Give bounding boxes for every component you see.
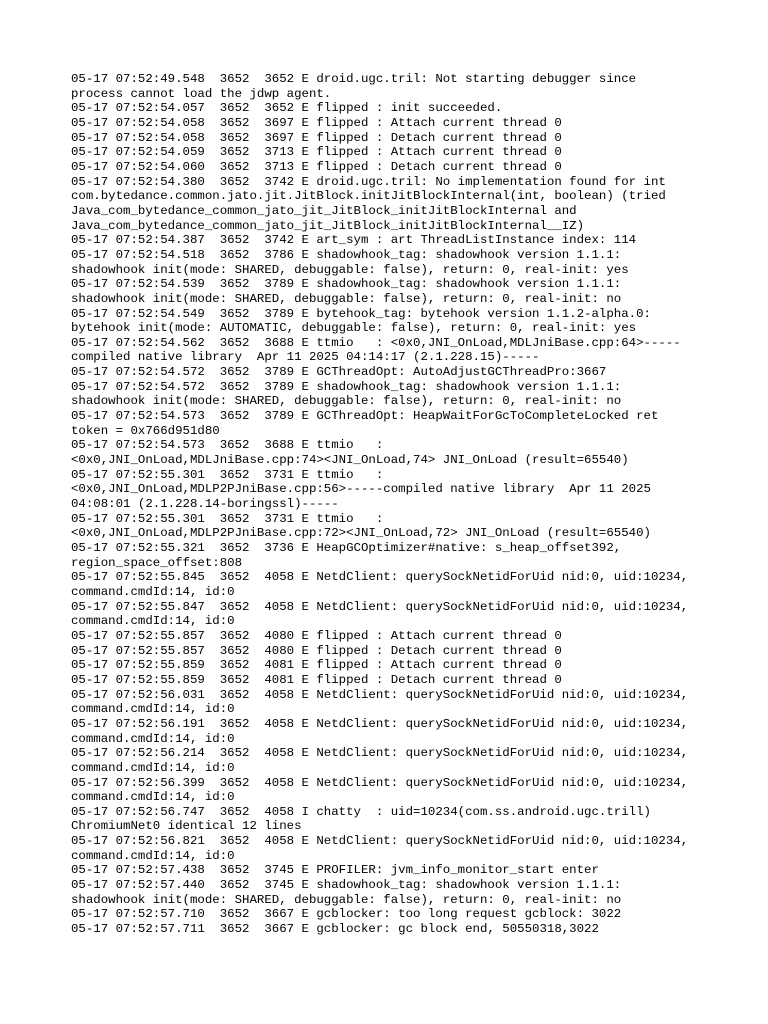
log-line: compiled native library Apr 11 2025 04:14:17 (2.1.228.15)----- xyxy=(71,350,540,365)
log-line: <0x0,JNI_OnLoad,MDLP2PJniBase.cpp:72><JNI_OnLoad,72> JNI_OnLoad (result=65540) xyxy=(71,526,651,541)
log-line: shadowhook init(mode: SHARED, debuggable: false), return: 0, real-init: no xyxy=(71,394,622,409)
log-line: <0x0,JNI_OnLoad,MDLJniBase.cpp:74><JNI_OnLoad,74> JNI_OnLoad (result=65540) xyxy=(71,453,629,468)
log-text-block xyxy=(71,72,711,937)
log-line: 05-17 07:52:55.845 3652 4058 E NetdClient: querySockNetidForUid nid:0, uid:10234, xyxy=(71,570,689,585)
log-line: command.cmdId:14, id:0 xyxy=(71,614,235,629)
log-line: command.cmdId:14, id:0 xyxy=(71,584,235,599)
log-line: 05-17 07:52:54.058 3652 3697 E flipped : Attach current thread 0 xyxy=(71,115,562,130)
log-line: 05-17 07:52:55.847 3652 4058 E NetdClient: querySockNetidForUid nid:0, uid:10234, xyxy=(71,599,689,614)
log-line: 05-17 07:52:54.539 3652 3789 E shadowhook_tag: shadowhook version 1.1.1: xyxy=(71,277,622,292)
log-line: 05-17 07:52:54.057 3652 3652 E flipped : init succeeded. xyxy=(71,101,503,116)
log-line: 05-17 07:52:54.572 3652 3789 E shadowhook_tag: shadowhook version 1.1.1: xyxy=(71,379,622,394)
log-line: 05-17 07:52:54.518 3652 3786 E shadowhook_tag: shadowhook version 1.1.1: xyxy=(71,247,622,262)
log-line: token = 0x766d951d80 xyxy=(71,423,220,438)
log-line: region_space_offset:808 xyxy=(71,555,243,570)
log-line: command.cmdId:14, id:0 xyxy=(71,702,235,717)
log-line: 05-17 07:52:56.191 3652 4058 E NetdClient: querySockNetidForUid nid:0, uid:10234, xyxy=(71,716,689,731)
log-line: shadowhook init(mode: SHARED, debuggable: false), return: 0, real-init: no xyxy=(71,892,622,907)
log-line: 05-17 07:52:55.301 3652 3731 E ttmio : xyxy=(71,511,384,526)
log-line: shadowhook init(mode: SHARED, debuggable: false), return: 0, real-init: no xyxy=(71,291,622,306)
log-line: Java_com_bytedance_common_jato_jit_JitBlock_initJitBlockInternal__IZ) xyxy=(71,218,585,233)
log-line: 05-17 07:52:54.059 3652 3713 E flipped : Attach current thread 0 xyxy=(71,145,562,160)
log-line: 05-17 07:52:56.214 3652 4058 E NetdClient: querySockNetidForUid nid:0, uid:10234, xyxy=(71,746,689,761)
log-line: bytehook init(mode: AUTOMATIC, debuggable: false), return: 0, real-init: yes xyxy=(71,321,637,336)
log-line: 05-17 07:52:55.857 3652 4080 E flipped : Attach current thread 0 xyxy=(71,628,562,643)
log-line: 05-17 07:52:54.562 3652 3688 E ttmio : <0x0,JNI_OnLoad,MDLJniBase.cpp:64>----- xyxy=(71,335,681,350)
log-line: 05-17 07:52:57.438 3652 3745 E PROFILER: jvm_info_monitor_start enter xyxy=(71,863,599,878)
log-line: <0x0,JNI_OnLoad,MDLP2PJniBase.cpp:56>-----compiled native library Apr 11 2025 xyxy=(71,482,651,497)
log-line: 05-17 07:52:54.387 3652 3742 E art_sym : art ThreadListInstance index: 114 xyxy=(71,233,637,248)
log-line: com.bytedance.common.jato.jit.JitBlock.initJitBlockInternal(int, boolean) (tried xyxy=(71,189,666,204)
log-line: 05-17 07:52:54.573 3652 3789 E GCThreadOpt: HeapWaitForGcToCompleteLocked ret xyxy=(71,409,659,424)
log-line: command.cmdId:14, id:0 xyxy=(71,790,235,805)
log-line: 05-17 07:52:54.380 3652 3742 E droid.ugc.tril: No implementation found for int xyxy=(71,174,666,189)
log-line: ChromiumNet0 identical 12 lines xyxy=(71,819,302,834)
log-line: Java_com_bytedance_common_jato_jit_JitBlock_initJitBlockInternal and xyxy=(71,203,577,218)
log-line: command.cmdId:14, id:0 xyxy=(71,731,235,746)
log-line: 05-17 07:52:54.060 3652 3713 E flipped : Detach current thread 0 xyxy=(71,159,562,174)
document-page xyxy=(71,72,711,937)
log-line: 05-17 07:52:55.859 3652 4081 E flipped : Attach current thread 0 xyxy=(71,658,562,673)
log-line: 05-17 07:52:56.747 3652 4058 I chatty : uid=10234(com.ss.android.ugc.trill) xyxy=(71,804,651,819)
log-line: 05-17 07:52:54.573 3652 3688 E ttmio : xyxy=(71,438,384,453)
log-line: 05-17 07:52:55.859 3652 4081 E flipped : Detach current thread 0 xyxy=(71,672,562,687)
log-line: 05-17 07:52:55.321 3652 3736 E HeapGCOptimizer#native: s_heap_offset392, xyxy=(71,541,622,555)
log-line: 05-17 07:52:57.710 3652 3667 E gcblocker: too long request gcblock: 3022 xyxy=(71,907,622,922)
log-line: 05-17 07:52:56.821 3652 4058 E NetdClient: querySockNetidForUid nid:0, uid:10234, xyxy=(71,834,689,849)
log-line: 05-17 07:52:56.399 3652 4058 E NetdClient: querySockNetidForUid nid:0, uid:10234, xyxy=(71,775,689,790)
log-line: 05-17 07:52:56.031 3652 4058 E NetdClient: querySockNetidForUid nid:0, uid:10234, xyxy=(71,687,689,702)
log-line: 05-17 07:52:57.440 3652 3745 E shadowhook_tag: shadowhook version 1.1.1: xyxy=(71,878,622,893)
log-line: 05-17 07:52:54.572 3652 3789 E GCThreadOpt: AutoAdjustGCThreadPro:3667 xyxy=(71,365,607,380)
log-line: 05-17 07:52:49.548 3652 3652 E droid.ugc.tril: Not starting debugger since xyxy=(71,72,637,86)
log-line: 05-17 07:52:55.301 3652 3731 E ttmio : xyxy=(71,467,384,482)
log-line: 05-17 07:52:54.549 3652 3789 E bytehook_tag: bytehook version 1.1.2-alpha.0: xyxy=(71,306,651,321)
log-line: 05-17 07:52:54.058 3652 3697 E flipped : Detach current thread 0 xyxy=(71,130,562,145)
log-line: process cannot load the jdwp agent. xyxy=(71,86,332,101)
log-line: 05-17 07:52:57.711 3652 3667 E gcblocker: gc block end, 50550318,3022 xyxy=(71,922,599,937)
log-line: shadowhook init(mode: SHARED, debuggable: false), return: 0, real-init: yes xyxy=(71,262,629,277)
log-line: 04:08:01 (2.1.228.14-boringssl)----- xyxy=(71,497,339,512)
log-line: command.cmdId:14, id:0 xyxy=(71,760,235,775)
log-line: 05-17 07:52:55.857 3652 4080 E flipped : Detach current thread 0 xyxy=(71,643,562,658)
log-line: command.cmdId:14, id:0 xyxy=(71,848,235,863)
